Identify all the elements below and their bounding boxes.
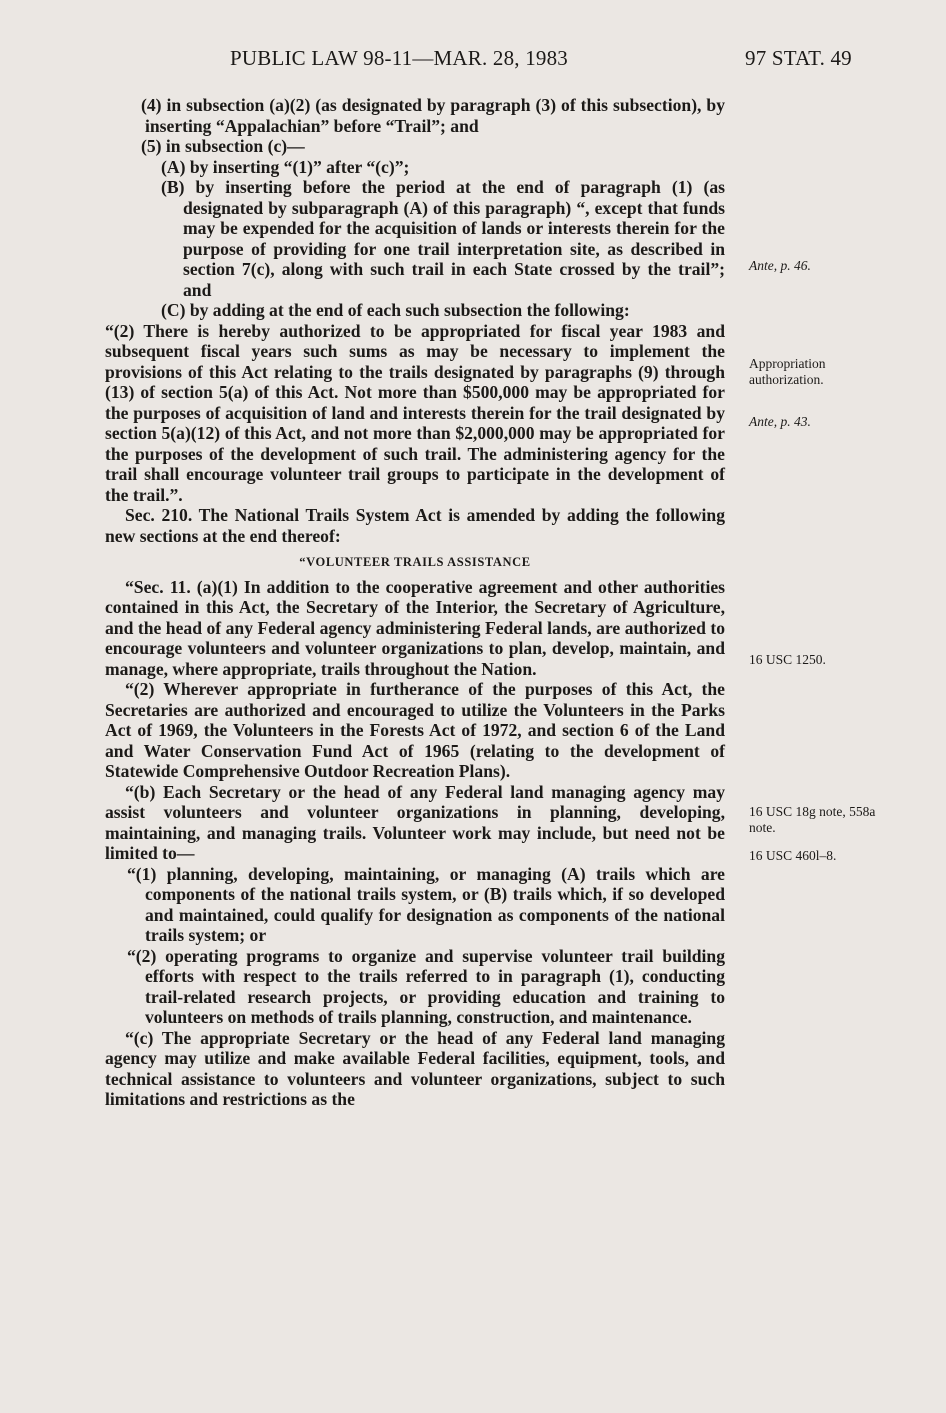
running-header-title: PUBLIC LAW 98-11—MAR. 28, 1983 bbox=[230, 46, 568, 70]
section-210: Sec. 210. The National Trails System Act is amended by adding the following new sections at the end thereof: bbox=[105, 505, 725, 546]
margin-note-ante-43: Ante, p. 43. bbox=[749, 414, 811, 429]
section-11-b-1: “(1) planning, developing, maintaining, or managing (A) trails which are components of the national trails system, or (B) trails which, if so developed and maintained, could qualify for designation as components of the national trails system; or bbox=[127, 863, 725, 945]
subparagraph-c: (C) by adding at the end of each such subsection the following: bbox=[161, 300, 630, 320]
paragraph-5: (5) in subsection (c)— bbox=[141, 136, 305, 156]
statute-body bbox=[105, 95, 725, 1110]
margin-note-16-usc-460l: 16 USC 460l–8. bbox=[749, 848, 837, 863]
section-11-b-2: “(2) operating programs to organize and supervise volunteer trail building efforts with respect to the trails referred to in paragraph (1), conducting trail-related research projects, or providing education and training to volunteers on methods of trails planning, construction, and maintenance. bbox=[127, 945, 725, 1027]
section-11-a-1: “Sec. 11. (a)(1) In addition to the cooperative agreement and other authorities contained in this Act, the Secretary of the Interior, the Secretary of Agriculture, and the head of any Federal agency administering Federal lands, are authorized to encourage volunteers and volunteer organizations to plan, develop, maintain, and manage, where appropriate, trails throughout the Nation. bbox=[105, 576, 725, 679]
section-heading: “VOLUNTEER TRAILS ASSISTANCE bbox=[299, 555, 531, 569]
quoted-paragraph-2: “(2) There is hereby authorized to be appropriated for fiscal year 1983 and subsequent fiscal years such sums as may be necessary to implement the provisions of this Act relating to the trails designated by paragraphs (9) through (13) of section 5(a) of this Act. Not more than $500,000 may be appropriated for the purposes of acquisition of land and interests therein for the trail designated by section 5(a)(12) of this Act, and not more than $2,000,000 may be appropriated for the purposes of the development of such trail. The administering agency for the trail shall encourage volunteer trail groups to participate in the development of the trail.”. bbox=[105, 320, 725, 505]
subparagraph-b: (B) by inserting before the period at the end of paragraph (1) (as designated by subparagraph (A) of this paragraph) “, except that funds may be expended for the acquisition of lands or interests therein for the purpose of providing for one trail interpretation site, as described in section 7(c), along with such trail in each State crossed by the trail”; and bbox=[161, 177, 725, 300]
margin-note-16-usc-1250: 16 USC 1250. bbox=[749, 652, 826, 667]
section-11-b: “(b) Each Secretary or the head of any Federal land managing agency may assist volunteers and volunteer organizations in planning, developing, maintaining, and managing trails. Volunteer work may include, but need not be limited to— bbox=[105, 781, 725, 863]
subparagraph-a: (A) by inserting “(1)” after “(c)”; bbox=[161, 156, 410, 177]
margin-note-16-usc-18g: 16 USC 18g note, 558a note. bbox=[749, 804, 876, 835]
section-11-a-2: “(2) Wherever appropriate in furtherance of the purposes of this Act, the Secretaries are authorized and encouraged to utilize the Volunteers in the Parks Act of 1969, the Volunteers in the Forests Act of 1972, and section 6 of the Land and Water Conservation Fund Act of 1965 (relating to the development of Statewide Comprehensive Outdoor Recreation Plans). bbox=[105, 679, 725, 781]
margin-note-ante-46: Ante, p. 46. bbox=[749, 258, 811, 273]
section-11-c: “(c) The appropriate Secretary or the head of any Federal land managing agency may utilize and make available Federal facilities, equipment, tools, and technical assistance to volunteers and volunteer organizations, subject to such limitations and restrictions as the bbox=[105, 1027, 725, 1109]
margin-note-appropriation: Appropriation authorization. bbox=[749, 356, 826, 387]
paragraph-4: (4) in subsection (a)(2) (as designated by paragraph (3) of this subsection), by inserting “Appalachian” before “Trail”; and bbox=[141, 95, 725, 136]
page-number: 97 STAT. 49 bbox=[745, 46, 852, 70]
